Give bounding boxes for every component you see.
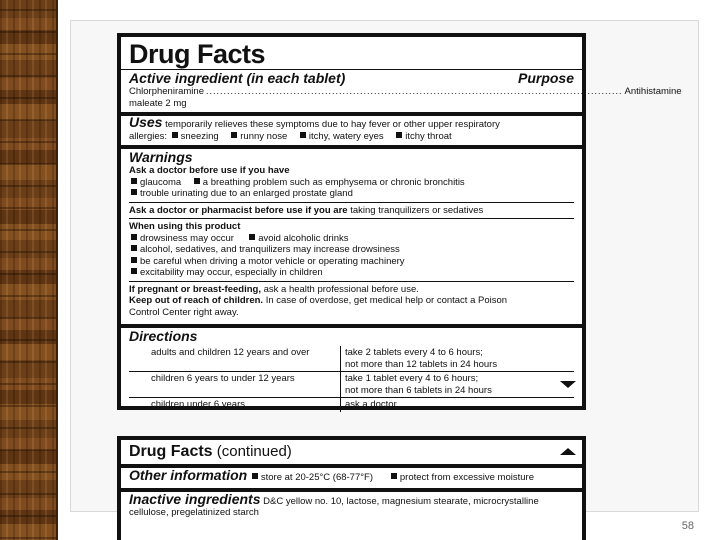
directions-dose: not more than 6 tablets in 24 hours (345, 384, 492, 396)
allergy-item: itchy, watery eyes (308, 130, 384, 142)
divider (129, 202, 574, 203)
keep-out-heading: Keep out of reach of children. (129, 295, 264, 306)
when-using-heading: When using this product (129, 221, 241, 232)
directions-who: children under 6 years (129, 398, 341, 412)
warning-item: avoid alcoholic drinks (258, 232, 349, 244)
warning-item: excitability may occur, especially in children (140, 267, 323, 278)
page-number: 58 (681, 520, 694, 532)
inactive-text: cellulose, pregelatinized starch (129, 507, 259, 518)
keep-out-text: In case of overdose, get medical help or contact a Poison (265, 295, 508, 306)
other-info-heading: Other information (129, 467, 248, 483)
ask-pharmacist-text: taking tranquilizers or sedatives (350, 204, 484, 216)
ask-pharmacist-heading: Ask a doctor or pharmacist before use if you are (129, 204, 348, 216)
allergy-item: runny nose (240, 130, 288, 142)
keep-out-text: Control Center right away. (129, 306, 239, 318)
drug-facts-label (117, 33, 682, 410)
label-title: Drug Facts (129, 39, 266, 69)
condition-item: trouble urinating due to an enlarged prostate gland (140, 188, 353, 199)
uses-heading: Uses (129, 114, 163, 130)
divider (129, 281, 574, 282)
warning-item: alcohol, sedatives, and tranquilizers may increase drowsiness (140, 244, 400, 255)
directions-dose: take 2 tablets every 4 to 6 hours; (345, 347, 483, 358)
directions-dose: ask a doctor (345, 399, 397, 410)
divider (129, 218, 574, 219)
purpose-value: Antihistamine (624, 86, 682, 97)
directions-row (129, 346, 574, 372)
directions-dose: take 1 tablet every 4 to 6 hours; (345, 373, 479, 384)
uses-text: temporarily relieves these symptoms due to hay fever or other upper respiratory (165, 119, 500, 130)
wood-border (0, 0, 58, 540)
pregnant-text: ask a health professional before use. (263, 283, 419, 295)
continued-arrow-icon (560, 448, 576, 455)
warnings-heading: Warnings (129, 149, 193, 165)
warning-item: be careful when driving a motor vehicle or operating machinery (140, 255, 405, 267)
directions-row (129, 372, 574, 398)
directions-who: adults and children 12 years and over (151, 347, 310, 358)
allergy-item: itchy throat (405, 130, 452, 142)
condition-item: glaucoma (140, 176, 182, 188)
drug-facts-continued-label (117, 436, 586, 540)
directions-heading: Directions (129, 328, 198, 344)
other-info-item: store at 20-25°C (68-77°F) (260, 472, 374, 483)
active-ingredient-heading: Active ingredient (in each tablet) (129, 70, 346, 86)
continued-title: Drug Facts (129, 443, 213, 460)
inactive-text: D&C yellow no. 10, lactose, magnesium stearate, microcrystalline (263, 495, 539, 507)
continued-suffix: (continued) (216, 443, 292, 460)
active-ingredient: Chlorpheniramine maleate 2 mg (129, 86, 204, 109)
warning-item: drowsiness may occur (140, 232, 234, 244)
allergies-label: allergies: (129, 130, 168, 142)
divider (121, 112, 582, 116)
directions-dose: not more than 12 tablets in 24 hours (345, 358, 498, 370)
purpose-heading: Purpose (517, 70, 574, 86)
directions-table (129, 346, 574, 412)
condition-item: a breathing problem such as emphysema or chronic bronchitis (202, 176, 465, 188)
pregnant-heading: If pregnant or breast-feeding, (129, 283, 261, 295)
continued-arrow-icon (560, 381, 576, 388)
dot-leader: ....................................................................................................................... (205, 86, 623, 96)
ask-doctor-heading: Ask a doctor before use if you have (129, 165, 290, 176)
allergy-item: sneezing (180, 130, 219, 142)
directions-who: children 6 years to under 12 years (129, 372, 341, 398)
inactive-heading: Inactive ingredients (129, 490, 261, 507)
directions-row (129, 398, 574, 412)
other-info-item: protect from excessive moisture (399, 472, 534, 483)
